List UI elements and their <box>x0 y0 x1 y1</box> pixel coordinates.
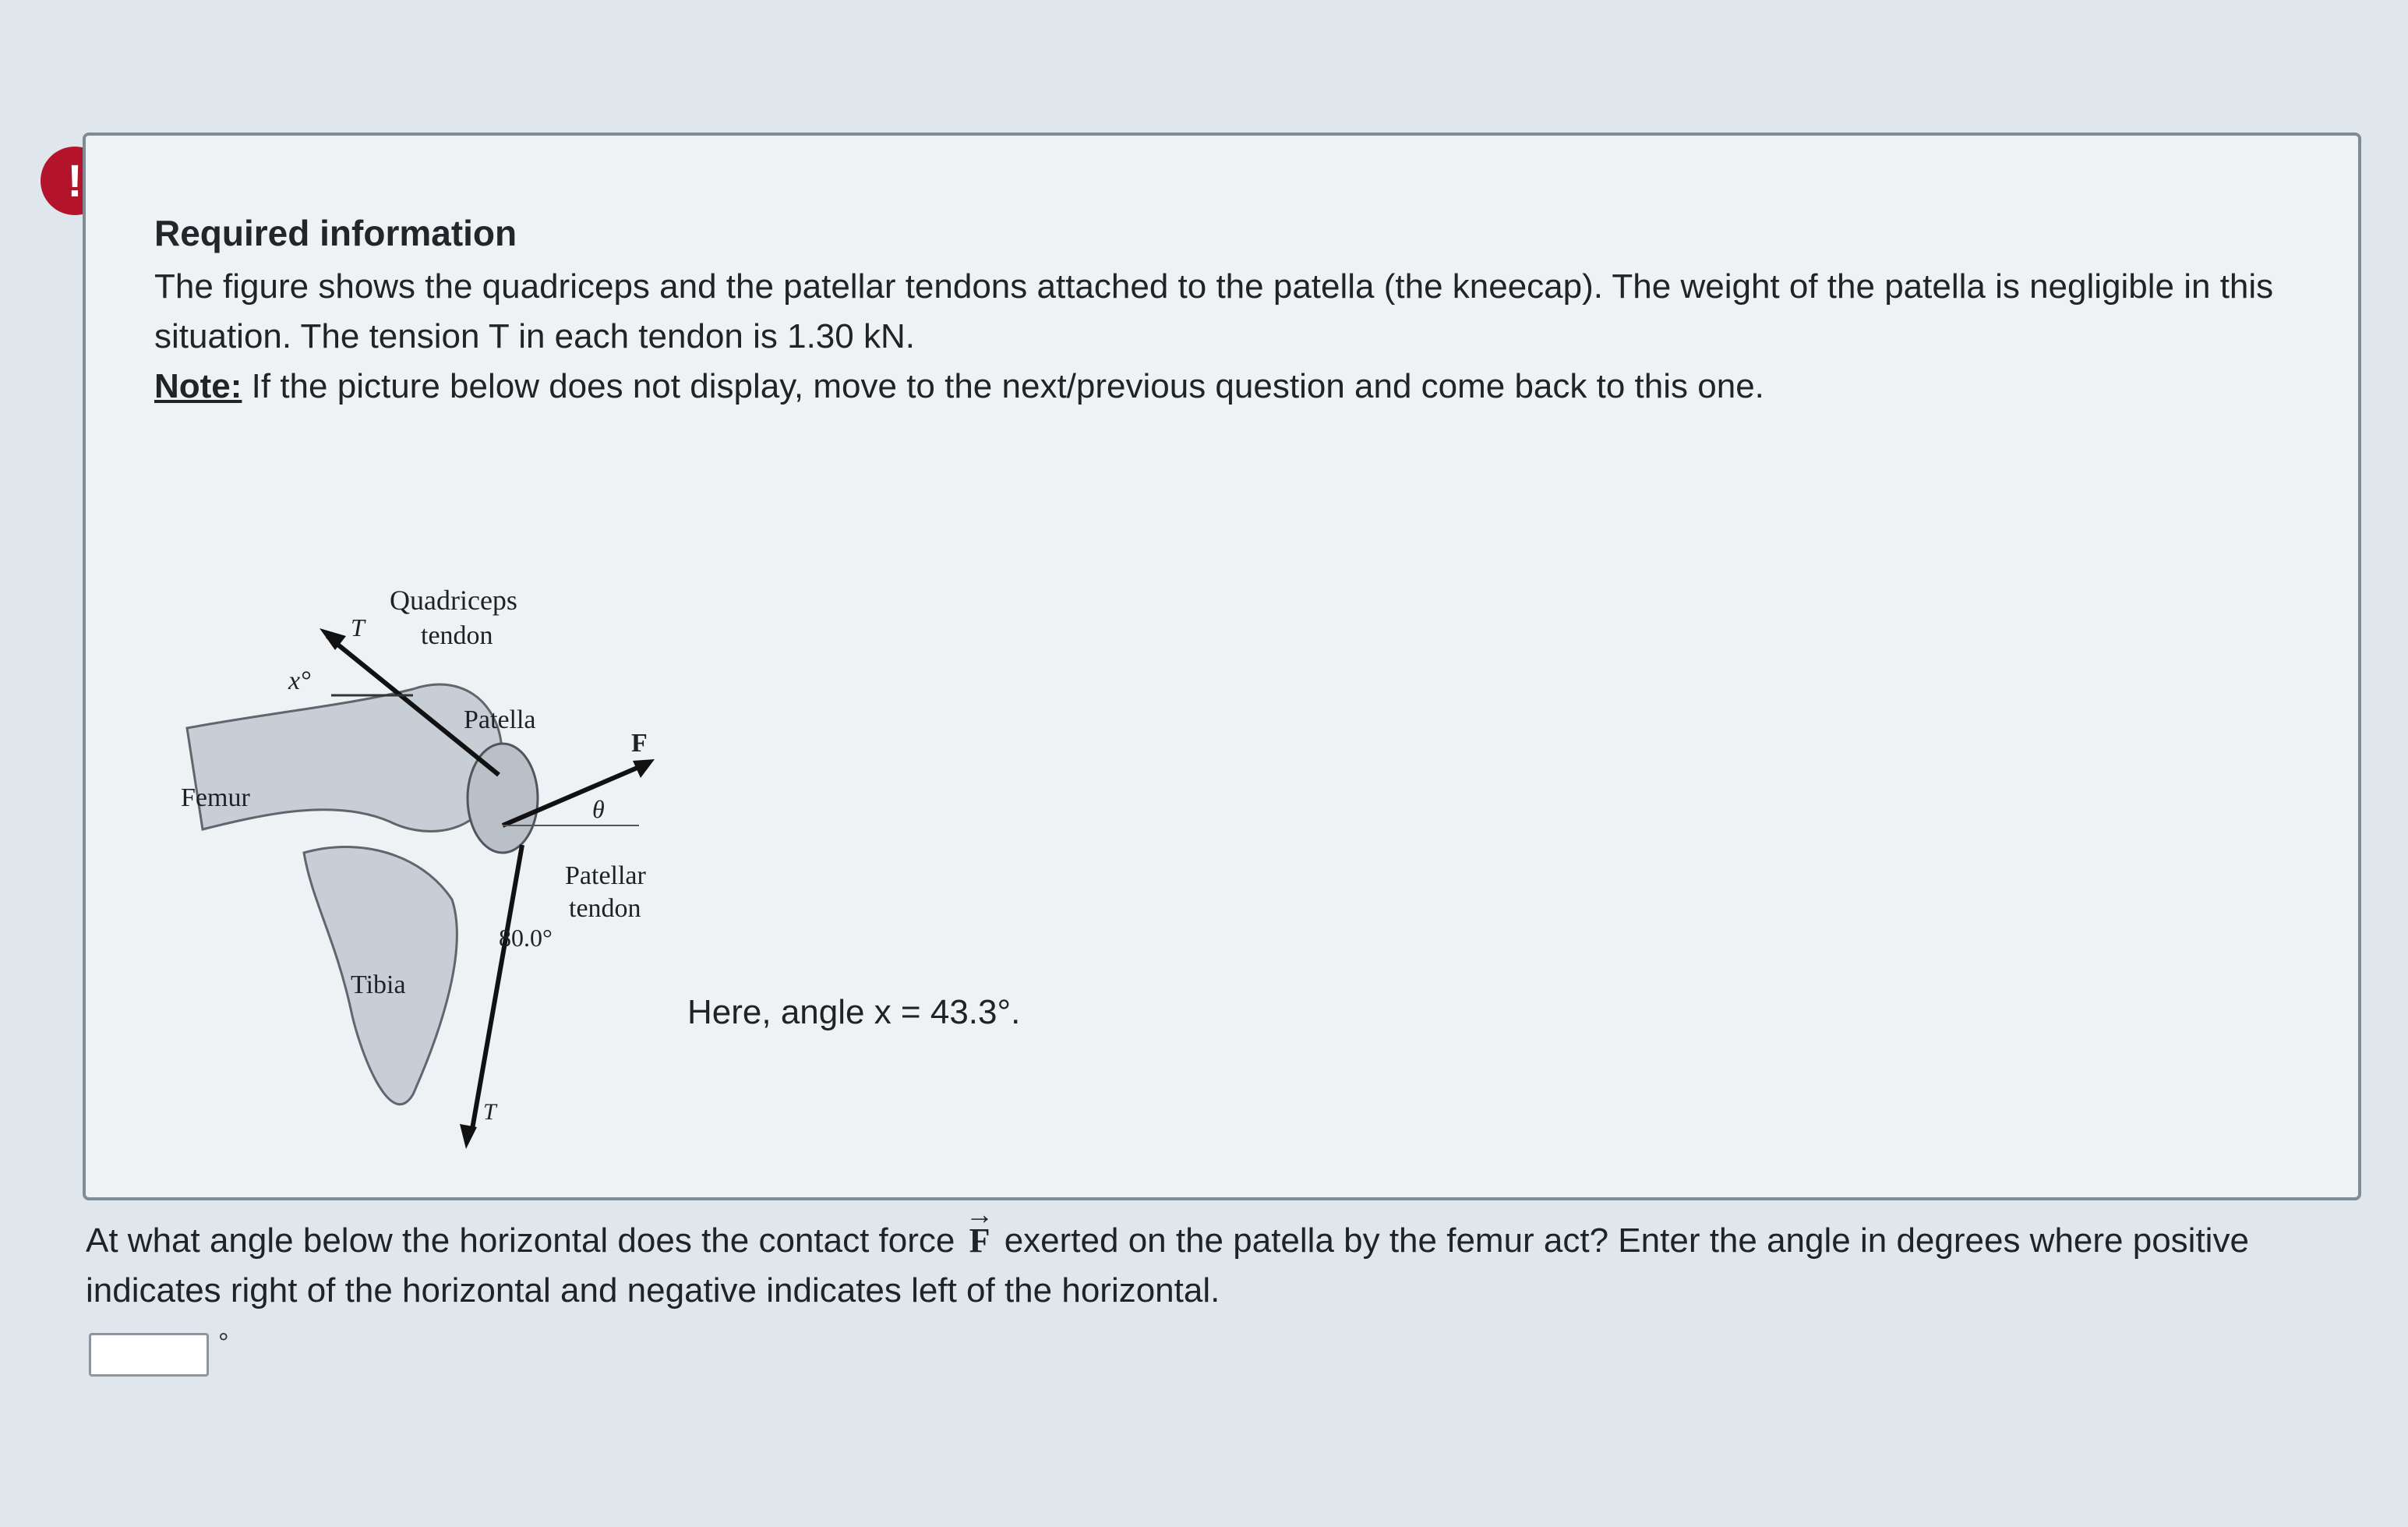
patellar-tendon-line <box>471 845 522 1133</box>
quadriceps-label: Quadriceps <box>390 585 517 616</box>
question-before: At what angle below the horizontal does the contact force <box>86 1221 965 1260</box>
required-info-panel <box>83 133 2361 1200</box>
angle-x-label: x° <box>288 666 311 695</box>
tension-bottom-arrow <box>460 1124 477 1149</box>
panel-description <box>154 262 2352 412</box>
angle-80-label: 80.0° <box>499 924 553 952</box>
degree-unit: ° <box>218 1328 229 1358</box>
patella-label: Patella <box>464 705 536 734</box>
quadriceps-label-2: tendon <box>421 621 493 650</box>
problem-statement: The figure shows the quadriceps and the patellar tendons attached to the patella (the kneecap). The weight of the patella is negligible in this situation. The tension T in each tendon is 1.30 kN. <box>154 267 2274 355</box>
angle-note: Here, angle x = 43.3°. <box>687 993 1021 1031</box>
question-after: exerted on the patella by the femur act? Enter the angle in degrees where positive indicates right of the horizontal and negative indicates left of the horizontal. <box>86 1221 2249 1310</box>
note-text: If the picture below does not display, move to the next/previous question and come back to this one. <box>242 367 1764 405</box>
patellar-label-2: tendon <box>569 894 641 923</box>
question-text <box>86 1199 2346 1316</box>
alert-icon: ! <box>41 147 109 215</box>
tension-bottom-label: T <box>483 1099 496 1125</box>
note-line <box>154 362 2352 412</box>
tension-top-label: T <box>351 613 365 642</box>
knee-figure <box>156 432 670 1125</box>
answer-row <box>89 1328 229 1377</box>
force-vector-symbol: → F <box>965 1216 995 1266</box>
vector-arrow-icon: → <box>966 1199 994 1230</box>
knee-diagram <box>156 432 670 1125</box>
patellar-label: Patellar <box>565 861 646 890</box>
femur-label: Femur <box>181 783 250 812</box>
theta-label: θ <box>592 795 605 823</box>
force-f-label: F <box>631 729 648 758</box>
panel-title: Required information <box>154 213 517 253</box>
angle-answer-input[interactable] <box>89 1333 209 1377</box>
tibia-label: Tibia <box>351 970 406 999</box>
note-label: Note: <box>154 367 242 405</box>
